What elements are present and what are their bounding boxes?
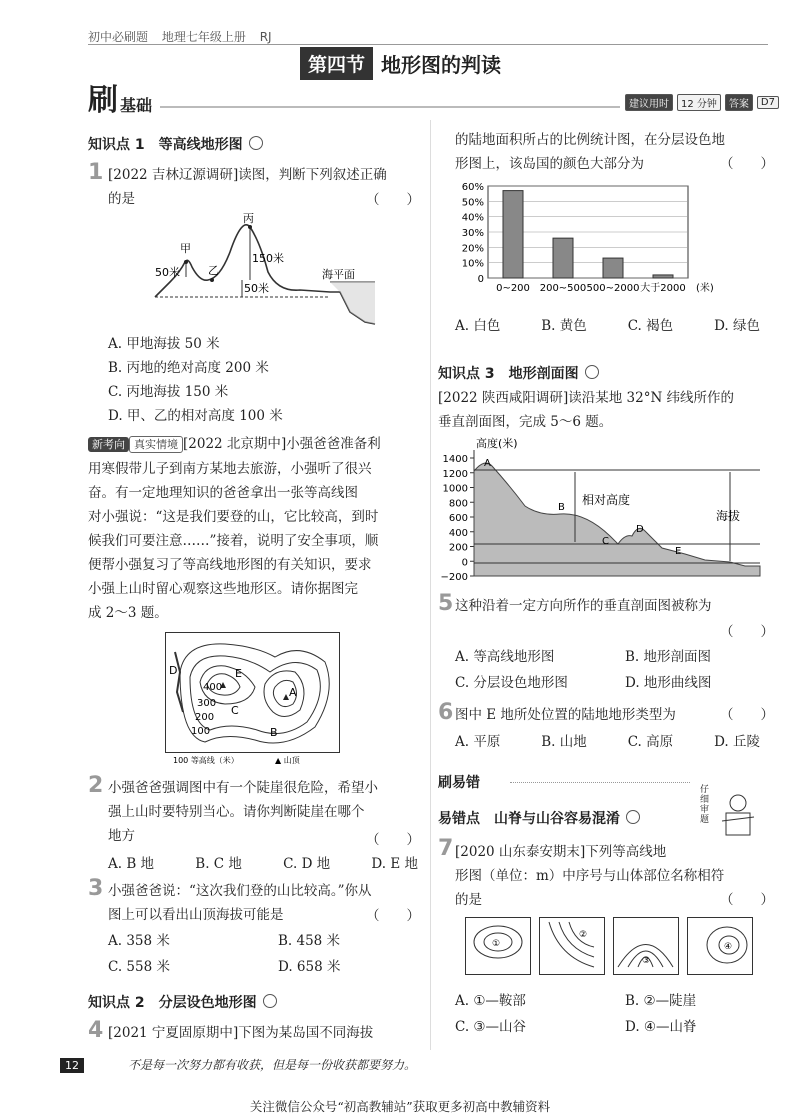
map-label-D: D — [169, 664, 178, 677]
q7-map-4 — [687, 917, 753, 975]
brush-char: 刷 — [88, 83, 118, 118]
profile-y-label: 高度(米) — [476, 437, 518, 450]
knowledge-point-2: 知识点 2 分层设色地形图 — [88, 992, 277, 1012]
section-title: 地形图的判读 — [381, 52, 502, 77]
y-tick-label: 60% — [461, 182, 484, 193]
section-title-bar — [300, 46, 501, 80]
pen-icon — [263, 994, 277, 1008]
profile-tick-label: 800 — [448, 498, 468, 510]
answer-page: D7 — [757, 96, 779, 109]
time-value: 12 分钟 — [677, 94, 721, 111]
x-tick-label: 500~2000 — [586, 283, 640, 294]
profile-tick-label: 200 — [448, 542, 468, 554]
q1-option-b[interactable]: B. 丙地的绝对高度 200 米 — [108, 360, 269, 376]
q6-options — [455, 730, 760, 750]
contour-ring-A — [264, 671, 304, 717]
time-info — [625, 94, 779, 111]
subject-name: 地理七年级上册 — [161, 30, 246, 44]
bar — [653, 275, 673, 278]
q2-answer-paren: （ ） — [366, 832, 420, 848]
q1-option-c[interactable]: C. 丙地海拔 150 米 — [108, 384, 229, 400]
sea-fill — [330, 282, 375, 324]
q5-answer-paren: （ ） — [720, 624, 774, 640]
q1-options — [108, 332, 283, 428]
point-E: E — [675, 546, 682, 557]
point-C: C — [602, 536, 609, 547]
brush-basic-heading — [88, 83, 153, 118]
contour-label-200: 200 — [195, 712, 215, 723]
q1-mountain-figure — [150, 212, 380, 332]
x-tick-label: 0~200 — [496, 283, 530, 294]
q6-option-d[interactable]: D. 丘陵 — [714, 734, 760, 750]
header-rule — [88, 44, 768, 45]
q5-option-d[interactable]: D. 地形曲线图 — [625, 675, 712, 691]
svg-text:③: ③ — [642, 956, 651, 966]
q5-stem: 这种沿着一定方向所作的垂直剖面图被称为 — [455, 598, 712, 614]
x-tick-label: 200~500 — [539, 283, 587, 294]
q3-option-c[interactable]: C. 558 米 — [108, 959, 170, 975]
map-label-B: B — [270, 726, 278, 739]
legend-contour: 100 等高线（米） — [173, 756, 239, 765]
brush-error-heading: 刷易错 — [438, 775, 480, 791]
person-reading-icon — [718, 791, 758, 841]
q7-number: 7 — [438, 836, 454, 861]
label-50a: 50米 — [155, 266, 180, 279]
svg-text:②: ② — [579, 930, 588, 940]
brush-label: 基础 — [120, 96, 153, 115]
q7-options — [455, 988, 775, 1040]
profile-tick-label: 400 — [448, 527, 468, 539]
altitude-label: 海拔 — [716, 509, 741, 523]
q1-answer-paren: （ ） — [366, 192, 420, 208]
q6-number: 6 — [438, 700, 454, 725]
profile-tick-label: 1400 — [442, 454, 468, 465]
pen-icon — [626, 810, 640, 824]
q4-source: 2021 宁夏固原期中 — [113, 1025, 233, 1041]
pen-icon — [585, 365, 599, 379]
q1-number: 1 — [88, 160, 104, 185]
contour-label-400: 400 — [203, 682, 223, 693]
q6-stem: 图中 E 地所处位置的陆地地形类型为 — [455, 707, 676, 723]
x-tick-label: 大于2000 — [640, 283, 686, 294]
q1-option-d[interactable]: D. 甲、乙的相对高度 100 米 — [108, 408, 283, 424]
q3-answer-paren: （ ） — [366, 908, 420, 924]
edition: RJ — [259, 30, 272, 44]
map-label-C: C — [231, 704, 239, 717]
footer-promo: 关注微信公众号“初高教辅站”获取更多初高中教辅资料 — [249, 1099, 551, 1114]
label-jia: 甲 — [180, 242, 191, 255]
q1-option-a[interactable]: A. 甲地海拔 50 米 — [108, 336, 220, 352]
terrain-profile-chart — [440, 436, 770, 584]
y-tick-label: 20% — [461, 243, 484, 255]
divider — [510, 782, 690, 783]
y-tick-label: 30% — [461, 228, 484, 239]
contour-map — [165, 632, 340, 767]
q5-option-b[interactable]: B. 地形剖面图 — [625, 649, 712, 665]
knowledge-point-1: 知识点 1 等高线地形图 — [88, 134, 263, 154]
q4-option-c[interactable]: C. 褐色 — [627, 318, 674, 334]
relative-height-label: 相对高度 — [582, 493, 631, 507]
divider — [160, 106, 620, 108]
motto: 不是每一次努力都有收获，但是每一份收获都要努力。 — [128, 1058, 417, 1072]
error-point: 易错点 山脊与山谷容易混淆 — [438, 808, 640, 828]
q2-options — [108, 852, 418, 872]
q3-option-d[interactable]: D. 658 米 — [278, 959, 341, 975]
knowledge-point-3: 知识点 3 地形剖面图 — [438, 363, 599, 383]
pen-icon — [249, 136, 263, 150]
q3-option-b[interactable]: B. 458 米 — [278, 933, 341, 949]
section-label: 第四节 — [300, 47, 373, 80]
profile-tick-label: 0 — [461, 557, 468, 569]
answer-label: 答案 — [725, 94, 753, 111]
point-D: D — [636, 524, 644, 535]
bar — [603, 258, 623, 278]
svg-text:①: ① — [492, 939, 501, 949]
x-unit: (米) — [696, 283, 714, 294]
profile-tick-label: 600 — [448, 513, 468, 524]
y-tick-label: 40% — [461, 212, 484, 224]
q3-option-a[interactable]: A. 358 米 — [108, 933, 170, 949]
bar — [553, 238, 573, 278]
q4-answer-paren: （ ） — [720, 156, 774, 172]
map-label-A: A — [289, 686, 297, 699]
q3-options — [108, 928, 418, 980]
label-bing: 丙 — [243, 212, 254, 225]
q4-stem-cont: 的陆地面积所占的比例统计图，在分层设色地 形图上，该岛国的颜色大部分为 — [455, 132, 725, 172]
q2-option-a[interactable]: A. B 地 — [108, 856, 155, 872]
q7-option-a[interactable]: A. ①—鞍部 — [455, 993, 526, 1009]
q2-stem: 小强爸爸强调图中有一个陡崖很危险，希望小 强上山时要特别当心。请你判断陡崖在哪个 地方 — [108, 780, 378, 844]
q7-maps — [465, 917, 753, 975]
profile-tick-label: 1000 — [442, 483, 468, 495]
page-number: 12 — [60, 1058, 84, 1073]
q7-source: 2020 山东泰安期末 — [460, 844, 580, 860]
profile-tick-label: −200 — [440, 572, 468, 583]
q4-number: 4 — [88, 1018, 104, 1043]
q3-number: 3 — [88, 876, 104, 901]
label-sea: 海平面 — [322, 268, 355, 281]
book-header — [88, 28, 282, 45]
column-divider — [430, 120, 431, 1050]
contour-label-300: 300 — [197, 698, 217, 709]
label-150: 150米 — [252, 252, 284, 265]
q7-option-b[interactable]: B. ②—陡崖 — [625, 993, 697, 1009]
q2-option-c[interactable]: C. D 地 — [283, 856, 331, 872]
q4-option-b[interactable]: B. 黄色 — [541, 318, 587, 334]
q7-map-1 — [465, 917, 531, 975]
q6-option-b[interactable]: B. 山地 — [541, 734, 587, 750]
q1-stem: [2022 吉林辽源调研]读图，判断下列叙述正确 的是 — [108, 167, 387, 207]
q6-option-a[interactable]: A. 平原 — [455, 734, 501, 750]
point-A: A — [484, 458, 491, 469]
q6-option-c[interactable]: C. 高原 — [627, 734, 674, 750]
cartoon-caption: 仔细审题 — [700, 785, 710, 825]
time-label: 建议用时 — [625, 94, 673, 111]
q7-option-d[interactable]: D. ④—山脊 — [625, 1019, 697, 1035]
book-name: 初中必刷题 — [88, 30, 149, 44]
q4-options — [455, 314, 760, 334]
scenario-passage: 新考向 真实情境 [2022 北京期中]小强爸爸准备利 用寒假带儿子到南方某地去旅游，小强听了很兴 奋。有一定地理知识的爸爸拿出一张等高线图 对小强说：“这是我们要登的山，它比较高，到时 候我们可要注意……”接着，说明了安全事项，顺 便帮小强复习了等高线地形图的有关知识，要求 小强上山时留心观察这些地形区。请你据图完 成 2～3 题。 — [88, 436, 381, 621]
q7-stem: [2020 山东泰安期末]下列等高线地 形图（单位：m）中序号与山体部位名称相符 的是 — [455, 844, 725, 908]
map-label-E: E — [235, 667, 242, 680]
q4-option-a[interactable]: A. 白色 — [455, 318, 501, 334]
q7-option-c[interactable]: C. ③—山谷 — [455, 1019, 527, 1035]
y-tick-label: 0 — [477, 274, 484, 285]
q7-answer-paren: （ ） — [720, 892, 774, 908]
cartoon-reader — [700, 785, 760, 845]
q4-stem: [2021 宁夏固原期中]下图为某岛国不同海拔 — [108, 1025, 374, 1041]
bar — [503, 191, 523, 278]
q5-option-c[interactable]: C. 分层设色地形图 — [455, 675, 568, 691]
label-yi: 乙 — [208, 264, 219, 277]
svg-text:④: ④ — [724, 942, 733, 952]
q56-intro: [2022 陕西咸阳调研]读沿某地 32°N 纬线所作的 垂直剖面图，完成 5～6 题。 — [438, 390, 735, 430]
q3-stem: 小强爸爸说：“这次我们登的山比较高。”你从 图上可以看出山顶海拔可能是 — [108, 883, 372, 923]
new-trend-tag: 新考向 — [88, 437, 129, 452]
q6-answer-paren: （ ） — [720, 707, 774, 723]
q7-map-2 — [539, 917, 605, 975]
q1-source: 2022 吉林辽源调研 — [113, 167, 233, 183]
point-B: B — [558, 502, 565, 513]
area-bar-chart — [450, 178, 740, 298]
q5-options — [455, 644, 775, 696]
q2-option-b[interactable]: B. C 地 — [195, 856, 242, 872]
y-tick-label: 10% — [461, 258, 484, 270]
real-context-tag: 真实情境 — [129, 436, 183, 453]
q4-option-d[interactable]: D. 绿色 — [714, 318, 760, 334]
q2-option-d[interactable]: D. E 地 — [371, 856, 418, 872]
q5-number: 5 — [438, 591, 454, 616]
q5-option-a[interactable]: A. 等高线地形图 — [455, 649, 555, 665]
contour-label-100: 100 — [191, 726, 211, 737]
label-50b: 50米 — [244, 282, 269, 295]
profile-tick-label: 1200 — [442, 468, 468, 480]
y-tick-label: 50% — [461, 197, 484, 209]
q7-map-3 — [613, 917, 679, 975]
legend-summit: ▲ 山顶 — [275, 756, 300, 765]
q2-number: 2 — [88, 773, 104, 798]
